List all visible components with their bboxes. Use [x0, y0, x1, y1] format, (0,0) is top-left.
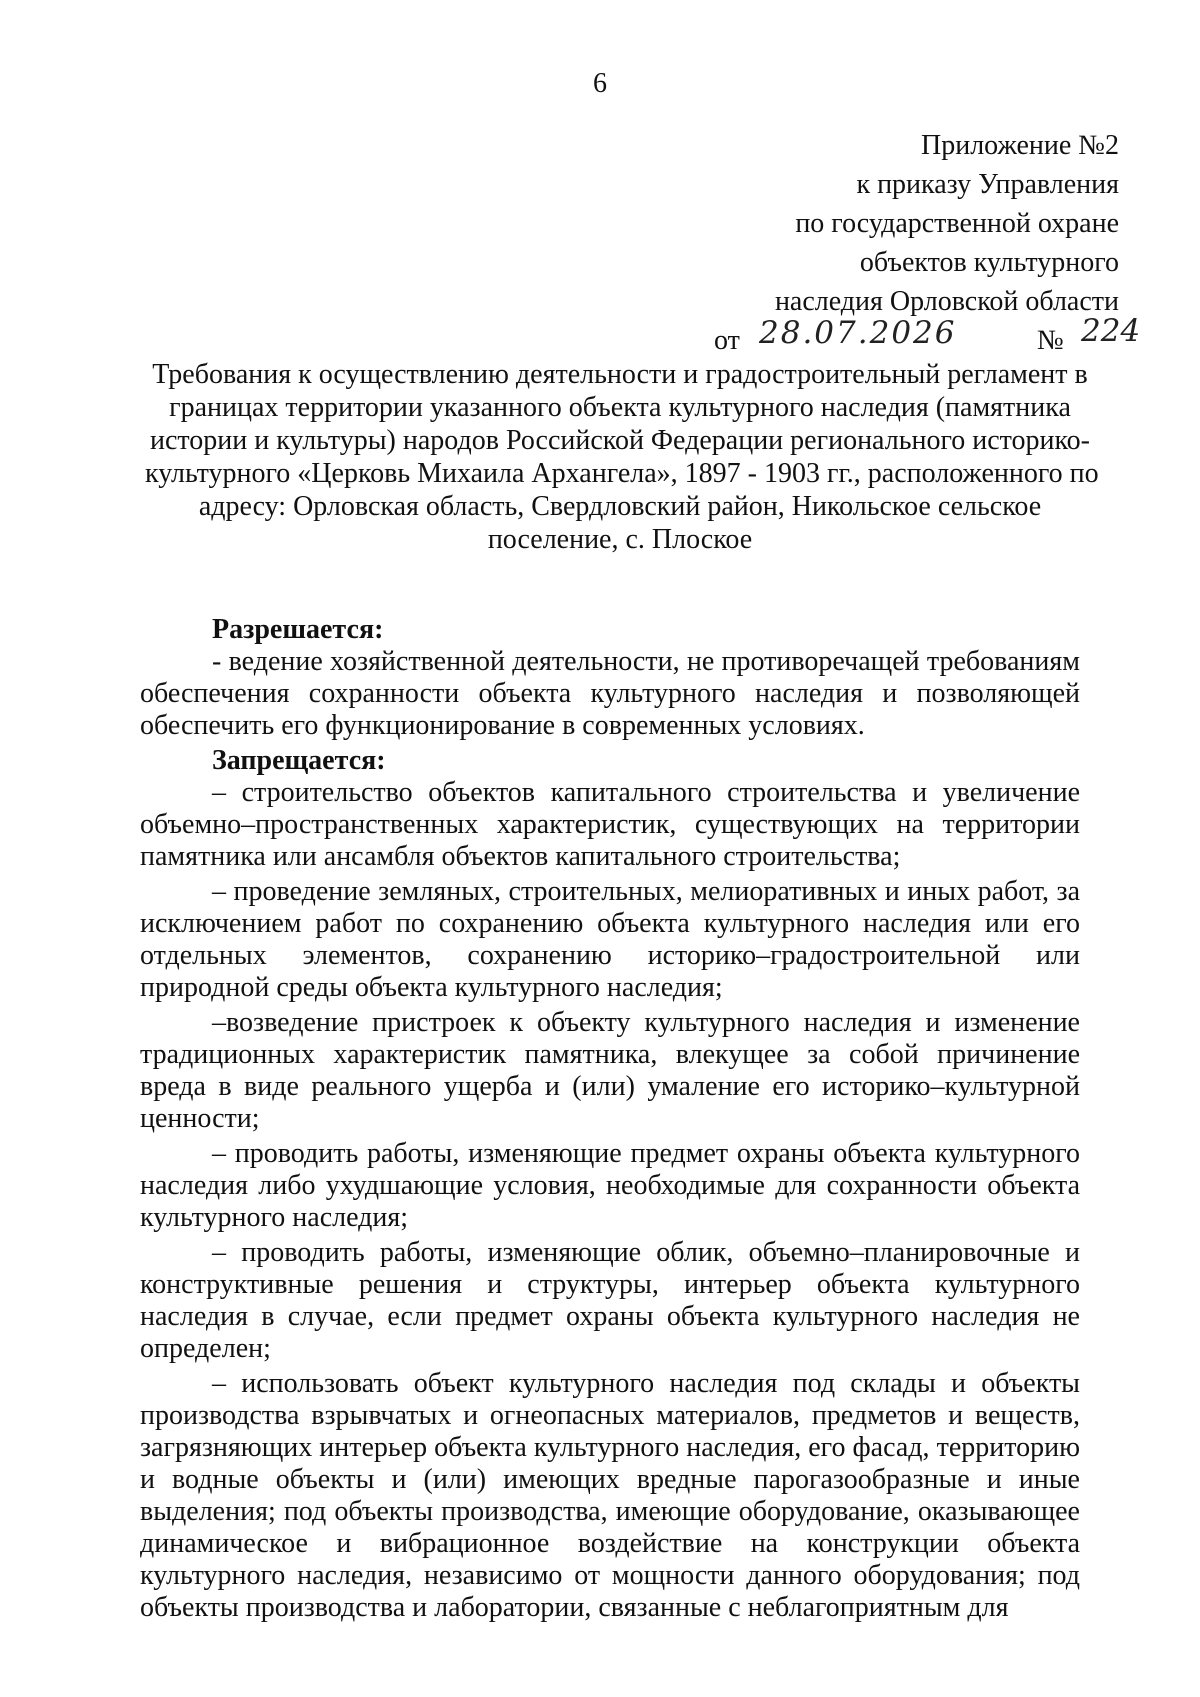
number-label: № [1037, 325, 1064, 356]
title-line: истории и культуры) народов Российской Федерации регионального историко- [149, 425, 1091, 456]
forbidden-item: – строительство объектов капитального строительства и увеличение объемно–пространственных характеристик, существующих на территории памятника или ансамбля объектов капитального строительства; [140, 777, 1080, 872]
handwritten-number: 224 [1081, 313, 1141, 349]
approval-line: наследия Орловской области [774, 286, 1119, 317]
approval-line: Приложение №2 [921, 130, 1119, 161]
allowed-item: - ведение хозяйственной деятельности, не противоречащей требованиям обеспечения сохранности объекта культурного наследия и позволяющей обеспечить его функционирование в современных условиях. [140, 646, 1080, 741]
forbidden-item: – проводить работы, изменяющие предмет охраны объекта культурного наследия либо ухудшающие условия, необходимые для сохранности объекта культурного наследия; [140, 1138, 1080, 1233]
approval-line: к приказу Управления [856, 169, 1119, 200]
forbidden-heading: Запрещается: [212, 745, 386, 776]
approval-line: по государственной охране [795, 208, 1119, 239]
title-line: культурного «Церковь Михаила Архангела», 1897 - 1903 гг., расположенного по [145, 458, 1099, 489]
forbidden-item: – проводить работы, изменяющие облик, объемно–планировочные и конструктивные решения и структуры, интерьер объекта культурного наследия в случае, если предмет охраны объекта культурного наследия не определен; [140, 1237, 1080, 1364]
forbidden-item: – использовать объект культурного наследия под склады и объекты производства взрывчатых и огнеопасных материалов, предметов и веществ, загрязняющих интерьер объекта культурного наследия, его фасад, территорию и водные объекты и (или) имеющих вредные парогазообразные и иные выделения; под объекты производства, имеющие оборудование, оказывающее динамическое и вибрационное воздействие на конструкции объекта культурного наследия, независимо от мощности данного оборудования; под объекты производства и лаборатории, связанные с неблагоприятным для [140, 1368, 1080, 1623]
handwritten-date: 28.07.2026 [759, 315, 957, 351]
allowed-heading: Разрешается: [212, 614, 384, 645]
from-label: от [714, 325, 740, 356]
approval-block [559, 126, 1141, 363]
title-line: адресу: Орловская область, Свердловский район, Никольское сельское [198, 491, 1042, 522]
forbidden-item: – проведение земляных, строительных, мелиоративных и иных работ, за исключением работ по сохранению объекта культурного наследия или его отдельных элементов, сохранению историко–градостроительной или природной среды объекта культурного наследия; [140, 876, 1080, 1003]
title-line: границах территории указанного объекта культурного наследия (памятника [169, 392, 1071, 423]
title-line: Требования к осуществлению деятельности и градостроительный регламент в [152, 359, 1088, 390]
order-date-number-line [559, 313, 1141, 363]
title-line: поселение, с. Плоское [487, 524, 753, 555]
approval-line: объектов культурного [859, 247, 1119, 278]
document-title [145, 358, 1099, 556]
forbidden-item: –возведение пристроек к объекту культурного наследия и изменение традиционных характеристик памятника, влекущее за собой причинение вреда в виде реального ущерба и (или) умаление его историко–культурной ценности; [140, 1007, 1080, 1134]
page-number: 6 [593, 68, 607, 99]
document-body [140, 614, 1080, 1627]
